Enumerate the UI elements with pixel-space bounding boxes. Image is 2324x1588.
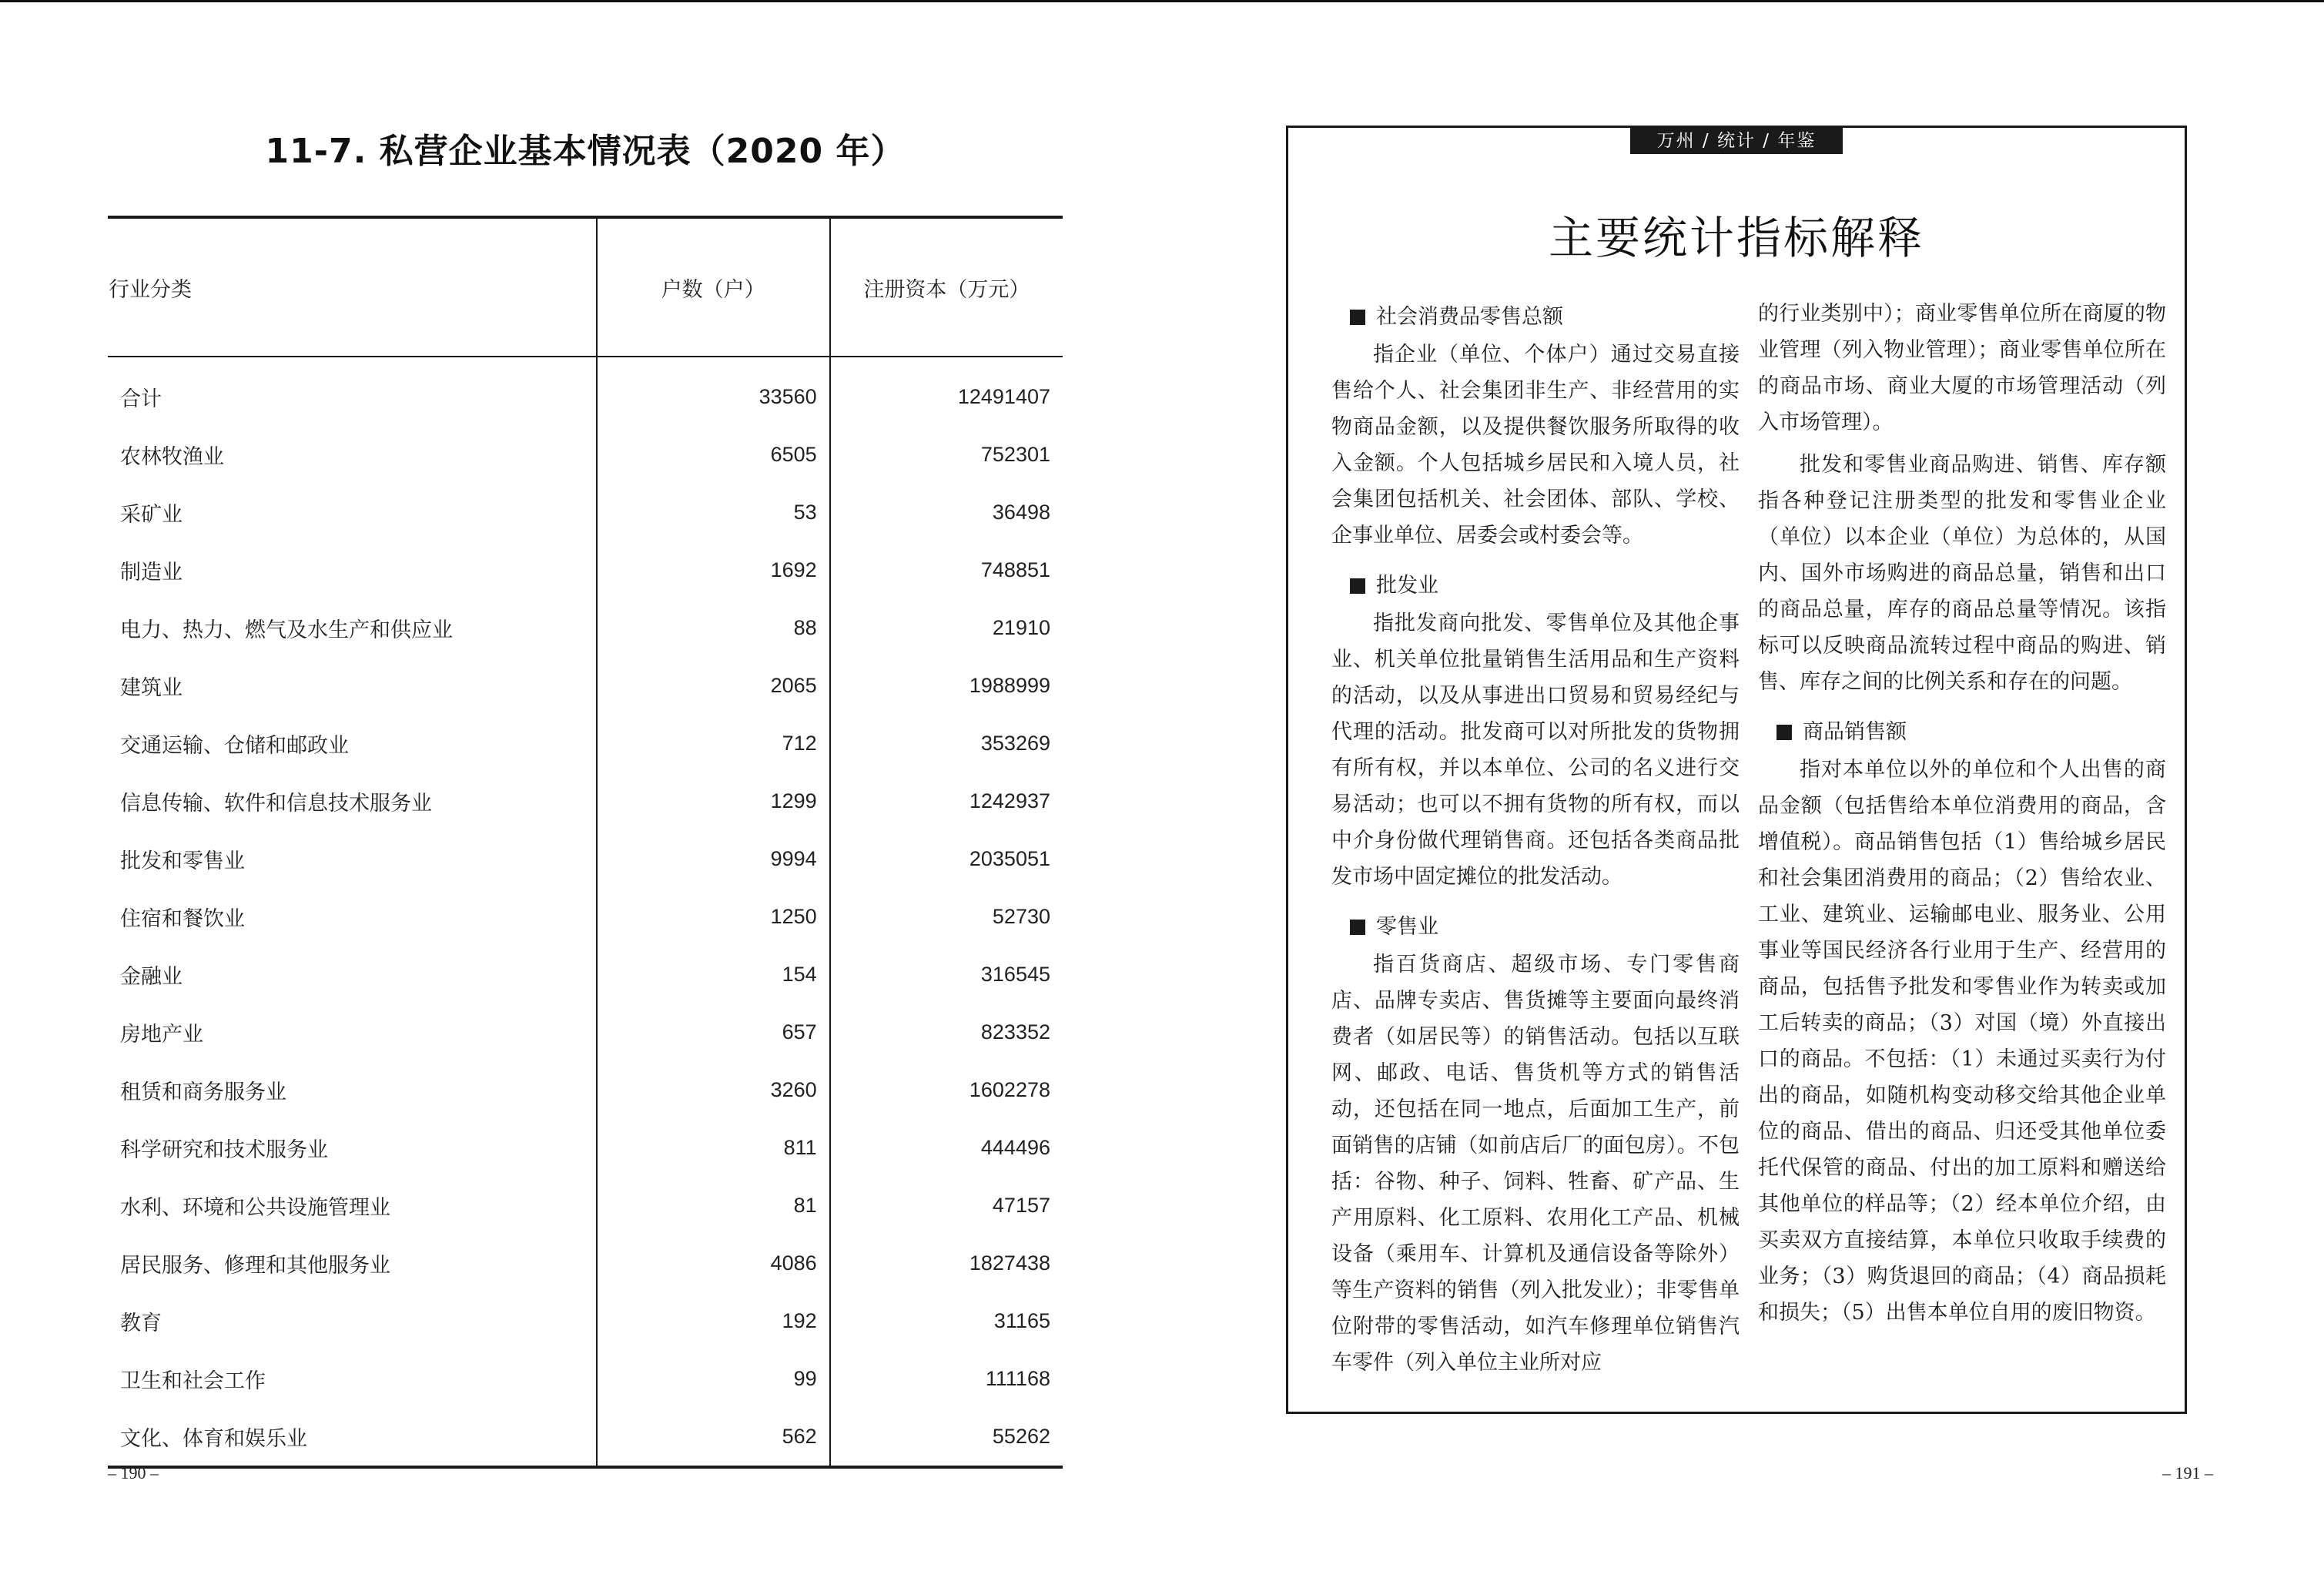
count-cell: 9994 — [597, 830, 830, 888]
capital-cell: 21910 — [830, 599, 1063, 657]
count-cell: 1299 — [597, 772, 830, 830]
capital-cell: 316545 — [830, 946, 1063, 1003]
capital-cell: 1242937 — [830, 772, 1063, 830]
square-bullet-icon — [1350, 920, 1365, 935]
count-cell: 1250 — [597, 888, 830, 946]
capital-cell: 47157 — [830, 1177, 1063, 1235]
count-cell: 1692 — [597, 541, 830, 599]
industry-cell: 建筑业 — [120, 676, 183, 700]
count-cell: 154 — [597, 946, 830, 1003]
page-title: 主要统计指标解释 — [1548, 212, 1924, 264]
count-cell: 6505 — [597, 426, 830, 484]
capital-cell: 444496 — [830, 1119, 1063, 1177]
section-body: 批发和零售业商品购进、销售、库存额 指各种登记注册类型的批发和零售业企业（单位）以本企业（单位）为总体的，从国内、国外市场购进的商品总量，销售和出口的商品总量，库存的商品总量等情况。该指标可以反映商品流转过程中商品的购进、销售、库存之间的比例关系和存在的问题。 — [1758, 453, 2166, 694]
page-number-right: – 191 – — [2162, 1463, 2213, 1482]
text-column-right — [1758, 296, 2166, 1345]
table-row — [108, 1061, 1063, 1119]
section-body: 指对本单位以外的单位和个人出售的商品金额（包括售给本单位消费用的商品，含增值税）。商品销售包括（1）售给城乡居民和社会集团消费用的商品；（2）售给农业、工业、建筑业、运输邮电业、服务业、公用事业等国民经济各行业用于生产、经营用的商品，包括售予批发和零售业作为转卖或加工后转卖的商品；（3）对国（境）外直接出口的商品。不包括：（1）未通过买卖行为付出的商品，如随机构变动移交给其他企业单位的商品、借出的商品、归还受其他单位委托代保管的商品、付出的加工原料和赠送给其他单位的样品等；（2）经本单位介绍，由买卖双方直接结算，本单位只收取手续费的业务；（3）购货退回的商品；（4）商品损耗和损失；（5）出售本单位自用的废旧物资。 — [1758, 758, 2166, 1325]
table-row — [108, 541, 1063, 599]
table-row — [108, 484, 1063, 541]
capital-cell: 55262 — [830, 1408, 1063, 1467]
industry-cell: 科学研究和技术服务业 — [120, 1138, 328, 1162]
square-bullet-icon — [1776, 725, 1792, 740]
count-cell: 88 — [597, 599, 830, 657]
table-row — [108, 1177, 1063, 1235]
section-heading: 社会消费品零售总额 — [1331, 299, 1740, 335]
industry-cell: 信息传输、软件和信息技术服务业 — [120, 792, 432, 816]
section-heading: 商品销售额 — [1758, 714, 2166, 750]
capital-cell: 31165 — [830, 1292, 1063, 1350]
table-row — [108, 888, 1063, 946]
industry-cell: 文化、体育和娱乐业 — [108, 1408, 597, 1467]
industry-cell: 农林牧渔业 — [120, 445, 224, 469]
industry-cell: 水利、环境和公共设施管理业 — [120, 1196, 390, 1220]
table-title: 11-7. 私营企业基本情况表（2020 年） — [265, 132, 906, 171]
table-row — [108, 1003, 1063, 1061]
header-capital: 注册资本（万元） — [830, 217, 1063, 357]
capital-cell: 12491407 — [830, 357, 1063, 426]
capital-cell: 52730 — [830, 888, 1063, 946]
count-cell: 811 — [597, 1119, 830, 1177]
capital-cell: 353269 — [830, 715, 1063, 772]
industry-cell: 电力、热力、燃气及水生产和供应业 — [120, 618, 453, 642]
table-row — [108, 599, 1063, 657]
industry-cell: 制造业 — [120, 561, 183, 585]
table-row — [108, 426, 1063, 484]
table-row — [108, 830, 1063, 888]
capital-cell: 1827438 — [830, 1235, 1063, 1292]
page-number-left: – 190 – — [108, 1463, 159, 1482]
industry-cell: 金融业 — [120, 965, 183, 989]
square-bullet-icon — [1350, 310, 1365, 325]
count-cell: 657 — [597, 1003, 830, 1061]
table-row — [108, 1292, 1063, 1350]
capital-cell: 36498 — [830, 484, 1063, 541]
capital-cell: 823352 — [830, 1003, 1063, 1061]
industry-cell: 住宿和餐饮业 — [120, 907, 245, 931]
industry-cell: 居民服务、修理和其他服务业 — [120, 1254, 390, 1278]
count-cell: 2065 — [597, 657, 830, 715]
count-cell: 562 — [597, 1408, 830, 1467]
industry-cell: 交通运输、仓储和邮政业 — [120, 734, 349, 758]
text-column-left — [1331, 299, 1740, 1395]
indicator-explanation-frame — [1286, 126, 2187, 1414]
count-cell: 192 — [597, 1292, 830, 1350]
count-cell: 4086 — [597, 1235, 830, 1292]
count-cell: 712 — [597, 715, 830, 772]
table-row — [108, 1119, 1063, 1177]
table-row — [108, 657, 1063, 715]
capital-cell: 752301 — [830, 426, 1063, 484]
header-count: 户数（户） — [597, 217, 830, 357]
capital-cell: 1988999 — [830, 657, 1063, 715]
section-heading: 零售业 — [1331, 909, 1740, 945]
industry-cell: 批发和零售业 — [120, 849, 245, 873]
industry-cell: 卫生和社会工作 — [120, 1369, 266, 1393]
yearbook-header-tab: 万州 / 统计 / 年鉴 — [1630, 128, 1843, 154]
header-industry: 行业分类 — [108, 217, 597, 357]
private-enterprise-table — [108, 216, 1063, 1469]
table-header-row — [108, 217, 1063, 357]
capital-cell: 748851 — [830, 541, 1063, 599]
table-row — [108, 772, 1063, 830]
industry-cell: 合计 — [120, 387, 162, 411]
industry-cell: 租赁和商务服务业 — [120, 1080, 286, 1104]
capital-cell: 1602278 — [830, 1061, 1063, 1119]
count-cell: 81 — [597, 1177, 830, 1235]
count-cell: 99 — [597, 1350, 830, 1408]
industry-cell: 教育 — [120, 1312, 162, 1335]
table-row — [108, 1235, 1063, 1292]
table-row — [108, 946, 1063, 1003]
capital-cell: 2035051 — [830, 830, 1063, 888]
section-body: 指百货商店、超级市场、专门零售商店、品牌专卖店、售货摊等主要面向最终消费者（如居民等）的销售活动。包括以互联网、邮政、电话、售货机等方式的销售活动，还包括在同一地点，后面加工生产，前面销售的店铺（如前店后厂的面包房）。不包括：谷物、种子、饲料、牲畜、矿产品、生产用原料、化工原料、农用化工产品、机械设备（乘用车、计算机及通信设备等除外）等生产资料的销售（列入批发业）；非零售单位附带的零售活动，如汽车修理单位销售汽车零件（列入单位主业所对应 — [1331, 953, 1740, 1375]
count-cell: 53 — [597, 484, 830, 541]
count-cell: 33560 — [597, 357, 830, 426]
industry-cell: 采矿业 — [120, 503, 183, 527]
section-body: 指企业（单位、个体户）通过交易直接售给个人、社会集团非生产、非经营用的实物商品金额，以及提供餐饮服务所取得的收入金额。个人包括城乡居民和入境人员，社会集团包括机关、社会团体、部队、学校、企事业单位、居委会或村委会等。 — [1331, 343, 1740, 548]
square-bullet-icon — [1350, 578, 1365, 594]
table-row — [108, 1408, 1063, 1467]
section-body-continued: 的行业类别中）；商业零售单位所在商厦的物业管理（列入物业管理）；商业零售单位所在的商品市场、商业大厦的市场管理活动（列入市场管理）。 — [1758, 302, 2166, 434]
industry-cell: 房地产业 — [120, 1023, 203, 1047]
table-row — [108, 1350, 1063, 1408]
count-cell: 3260 — [597, 1061, 830, 1119]
section-heading: 批发业 — [1331, 568, 1740, 604]
section-body: 指批发商向批发、零售单位及其他企事业、机关单位批量销售生活用品和生产资料的活动，以及从事进出口贸易和贸易经纪与代理的活动。批发商可以对所批发的货物拥有所有权，并以本单位、公司的名义进行交易活动；也可以不拥有货物的所有权，而以中介身份做代理销售商。还包括各类商品批发市场中固定摊位的批发活动。 — [1331, 611, 1740, 889]
table-row — [108, 357, 1063, 426]
table-row — [108, 715, 1063, 772]
capital-cell: 111168 — [830, 1350, 1063, 1408]
